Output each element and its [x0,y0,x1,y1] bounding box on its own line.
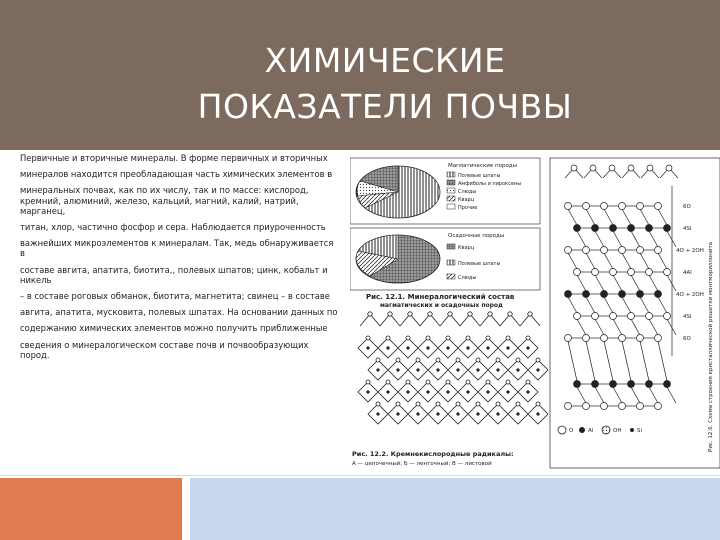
svg-text:Si: Si [637,428,643,434]
oxygen-atom [528,312,532,316]
oxygen-atom [647,165,653,171]
oxygen-atom [466,336,470,340]
lattice-atom [664,225,671,232]
paragraph: авгита, апатита, мусковита, полевых шпатах. На основании данных по [20,307,338,318]
oxygen-atom [406,380,410,384]
silicon-atom [457,369,459,371]
oxygen-atom [376,402,380,406]
silicon-atom [437,369,439,371]
lattice-atom [565,247,572,254]
silicon-atom [397,413,399,415]
lattice-atom [610,313,617,320]
silicon-atom [427,391,429,393]
silicon-atom [517,413,519,415]
silicon-atom [497,369,499,371]
lattice-atom [601,291,608,298]
oxygen-atom [366,380,370,384]
paragraph: важнейших микроэлементов к минералам. Так, медь обнаруживается в [20,238,334,259]
oxygen-atom [406,336,410,340]
oxygen-atom [476,358,480,362]
oxygen-atom [526,336,530,340]
slide-title [150,38,620,130]
oxygen-atom [388,312,392,316]
silicon-atom [487,347,489,349]
lattice-atom [583,247,590,254]
lattice-atom [637,403,644,410]
title-line-1: ХИМИЧЕСКИЕ [264,41,506,80]
silicon-atom [387,347,389,349]
oxygen-atom [376,358,380,362]
oxygen-atom [456,358,460,362]
oxygen-atom [386,380,390,384]
lattice-atom [619,403,626,410]
oxygen-atom [396,402,400,406]
pie-chart-sedimentary [350,228,540,290]
chart1-legend-title: Магматические породы [448,163,517,169]
paragraph: Первичные и вторичные минералы. В форме первичных и вторичных [20,153,328,163]
footer-divider [0,475,720,476]
lattice-atom [655,335,662,342]
title-line-2: ПОКАЗАТЕЛИ ПОЧВЫ [197,87,573,126]
oxygen-atom [496,402,500,406]
lattice-atom [601,403,608,410]
lattice-atom [574,313,581,320]
chart2-legend-item: Кварц [458,245,475,251]
lattice-atom [592,313,599,320]
oxygen-atom [416,402,420,406]
silicon-atom [407,391,409,393]
oxygen-atom [448,312,452,316]
lattice-label: 4O + 2OH [676,248,704,254]
silicon-atom [417,369,419,371]
chart1-legend-item: Полевые шпаты [458,173,501,179]
oxygen-atom [536,402,540,406]
silicon-atom [527,347,529,349]
silicon-atom [507,347,509,349]
lattice-atom [619,203,626,210]
oxygen-atom [426,380,430,384]
lattice-atom [628,381,635,388]
silicon-atom [407,347,409,349]
silicon-atom [527,391,529,393]
svg-text:O: O [569,428,574,434]
lattice-atom [583,291,590,298]
lattice-atom [565,291,572,298]
silicon-atom [377,413,379,415]
oxygen-atom [466,380,470,384]
silicon-atom [397,369,399,371]
silicon-atom [367,391,369,393]
oxygen-atom [366,336,370,340]
silicon-atom [417,413,419,415]
chart1-legend-item: Слюды [458,189,477,195]
lattice-atom [655,403,662,410]
lattice-atom [592,381,599,388]
oxygen-atom [508,312,512,316]
silicon-atom [457,413,459,415]
lattice-atom [637,291,644,298]
oxygen-atom [446,380,450,384]
lattice-atom [565,203,572,210]
oxygen-atom [446,336,450,340]
figure-caption-2b: А — цепочечный; Б — ленточный; В — листовой [352,461,492,467]
paragraph: – в составе роговых обманок, биотита, магнетита; свинец – в составе [20,291,330,302]
oxygen-atom [408,312,412,316]
mineral-figure [350,156,720,470]
oxygen-atom [628,165,634,171]
chart1-legend-item: Прочие [458,205,478,211]
oxygen-atom [590,165,596,171]
oxygen-atom [456,402,460,406]
silicon-atom [507,391,509,393]
svg-text:Al: Al [588,428,594,434]
chart2-legend-item: Полевые шпаты [458,261,501,267]
lattice-atom [592,225,599,232]
lattice-label: 6O [683,336,691,342]
lattice-atom [565,335,572,342]
lattice-atom [655,291,662,298]
oxygen-atom [468,312,472,316]
lattice-atom [664,269,671,276]
lattice-atom [628,269,635,276]
paragraph: содержанию химических элементов можно получить приближенные [20,323,328,334]
lattice-atom [610,381,617,388]
oxygen-atom [536,358,540,362]
oxygen-atom [506,380,510,384]
footer-accent-orange [0,478,182,540]
oxygen-atom [428,312,432,316]
silicon-atom [517,369,519,371]
lattice-atom [646,225,653,232]
oxygen-atom [488,312,492,316]
oxygen-atom [496,358,500,362]
lattice-atom [601,247,608,254]
figure-caption-1b: магматических и осадочных пород [380,302,503,309]
oxygen-atom [571,165,577,171]
lattice-atom [583,335,590,342]
lattice-atom [619,335,626,342]
lattice-atom [637,203,644,210]
paragraph: составе авгита, апатита, биотита,, полевых шпатов; цинк, кобальт и никель [20,264,328,285]
silicon-atom [387,391,389,393]
lattice-atom [574,269,581,276]
lattice-atom [655,247,662,254]
silicon-atom [467,347,469,349]
lattice-atom [601,335,608,342]
silicon-atom [447,391,449,393]
paragraph: титан, хлор, частично фосфор и сера. Наблюдается приуроченность [20,222,326,233]
lattice-atom [583,203,590,210]
lattice-label: 6O [683,204,691,210]
paragraph: сведения о минералогическом составе почв и почвообразующих пород. [20,339,309,360]
chart1-legend-item: Амфиболы и пироксены [458,181,522,187]
lattice-atom [646,313,653,320]
silicon-atom [487,391,489,393]
lattice-atom [610,269,617,276]
oxygen-atom [476,402,480,406]
figure-caption-2: Рис. 12.2. Кремнекислородные радикалы: [352,450,514,458]
silicon-atom [427,347,429,349]
oxygen-atom [526,380,530,384]
pie-chart-magmatic [350,158,540,224]
lattice-atom [664,313,671,320]
lattice-atom [574,225,581,232]
lattice-label: 4O + 2OH [676,292,704,298]
silicon-atom [377,369,379,371]
oxygen-atom [368,312,372,316]
chart1-legend-item: Кварц [458,197,475,203]
lattice-atom [628,313,635,320]
lattice-atom [574,381,581,388]
right-figure-caption: Рис. 12.6. Схема строения кристаллической решетки монтмориллонита [708,241,714,452]
lattice-atom [583,403,590,410]
lattice-atom [601,203,608,210]
chart2-legend-item: Слюды [458,275,477,281]
oxygen-atom [486,336,490,340]
lattice-atom [646,269,653,276]
oxygen-atom [516,402,520,406]
lattice-atom [637,335,644,342]
oxygen-atom [516,358,520,362]
lattice-atom [619,291,626,298]
oxygen-atom [396,358,400,362]
silicon-atom [447,347,449,349]
lattice-atom [646,381,653,388]
footer-accent-blue [190,478,720,540]
silicon-atom [437,413,439,415]
lattice-label: 4Si [683,226,692,232]
oxygen-atom [486,380,490,384]
silicon-atom [537,413,539,415]
lattice-atom [565,403,572,410]
lattice-atom [628,225,635,232]
body-text [20,153,338,366]
silicon-atom [497,413,499,415]
silicon-atom [477,413,479,415]
paragraph: минеральных почвах, как по их числу, так и по массе: кислород, кремний, алюминий, железо, кальций, магний, калий, натрий, марганец, [20,185,309,216]
lattice-atom [664,381,671,388]
oxygen-atom [436,358,440,362]
montmorillonite-panel [550,158,720,468]
oxygen-atom [416,358,420,362]
lattice-atom [619,247,626,254]
figure-caption-1: Рис. 12.1. Минералогический состав [366,293,515,301]
oxygen-atom [609,165,615,171]
lattice-atom [610,225,617,232]
oxygen-atom [386,336,390,340]
oxygen-atom [506,336,510,340]
oxygen-atom [436,402,440,406]
silicon-atom [537,369,539,371]
lattice-atom [655,203,662,210]
paragraph: минералов находится преобладающая часть химических элементов в [20,169,333,180]
lattice-atom [592,269,599,276]
silicon-atom [467,391,469,393]
lattice-label: 4Si [683,314,692,320]
silicon-atom [477,369,479,371]
svg-text:OH: OH [613,428,622,434]
oxygen-atom [666,165,672,171]
silicon-atom [367,347,369,349]
lattice-atom [637,247,644,254]
lattice-label: 4Al [683,270,692,276]
oxygen-atom [426,336,430,340]
chart2-legend-title: Осадочные породы [448,233,505,239]
